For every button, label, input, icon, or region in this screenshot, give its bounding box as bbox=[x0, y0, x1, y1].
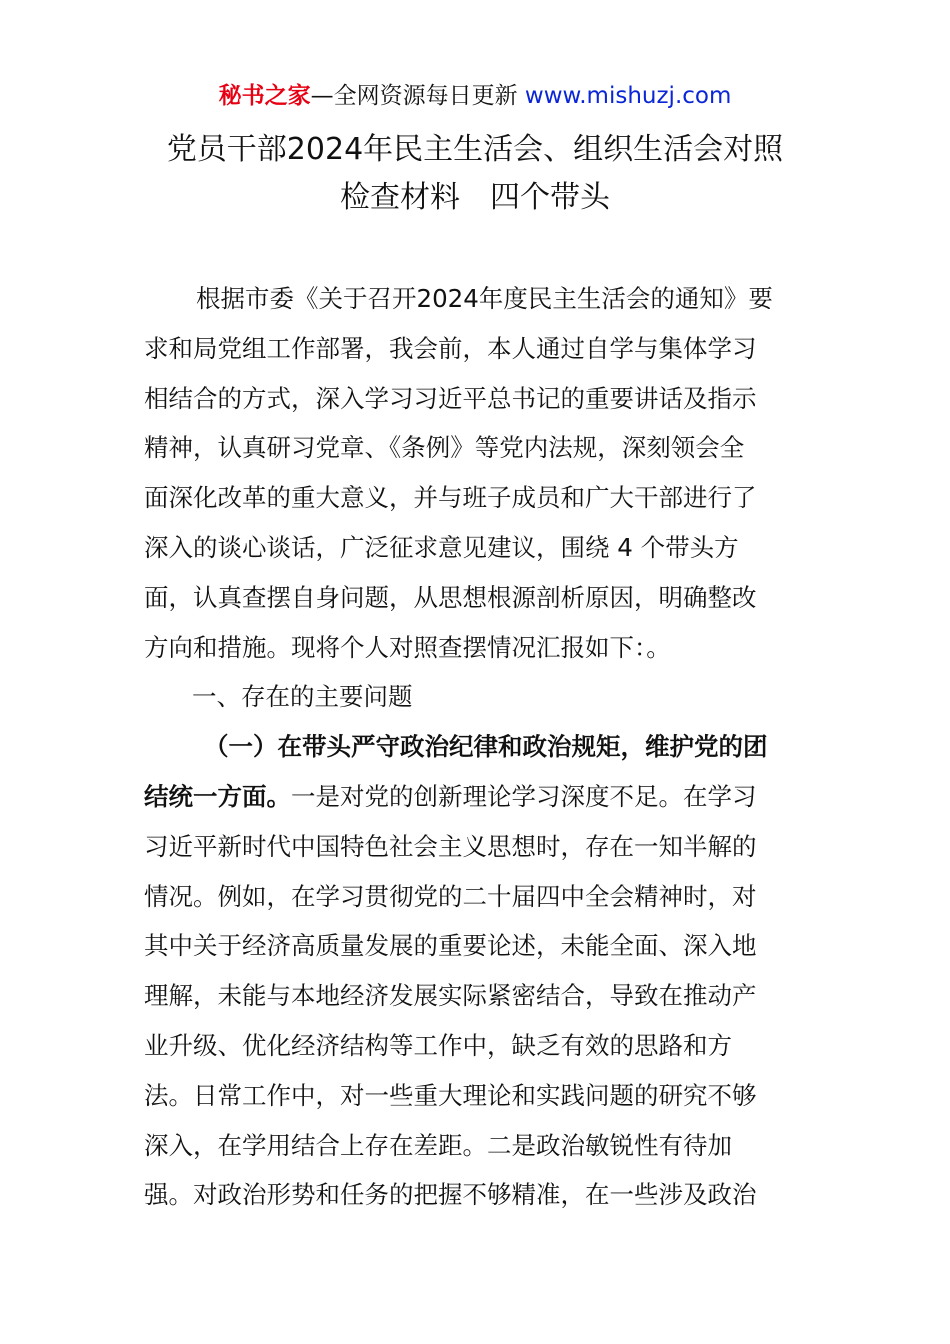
paragraph-line: 根据市委《关于召开2024年度民主生活会的通知》要 bbox=[196, 284, 773, 313]
title-line-2: 检查材料 四个带头 bbox=[340, 180, 610, 215]
paragraph-line: 求和局党组工作部署，我会前，本人通过自学与集体学习 bbox=[144, 333, 757, 363]
document-title bbox=[100, 126, 850, 222]
subsection-heading-line bbox=[144, 722, 810, 772]
subsection-heading-bold: （一）在带头严守政治纪律和政治规矩，维护党的团 bbox=[204, 732, 768, 762]
paragraph-line: 习近平新时代中国特色社会主义思想时，存在一知半解的 bbox=[144, 831, 757, 861]
paragraph-line: 深入，在学用结合上存在差距。二是政治敏锐性有待加 bbox=[144, 1130, 732, 1160]
paragraph-line: 面，认真查摆自身问题，从思想根源剖析原因，明确整改 bbox=[144, 582, 757, 612]
section-heading: 一、存在的主要问题 bbox=[192, 682, 413, 712]
document-body bbox=[144, 274, 810, 1220]
site-header bbox=[0, 78, 950, 114]
paragraph-line: 其中关于经济高质量发展的重要论述，未能全面、深入地 bbox=[144, 931, 757, 961]
paragraph-line-text: 一是对党的创新理论学习深度不足。在学习 bbox=[291, 781, 757, 811]
paragraph-line: 强。对政治形势和任务的把握不够精准，在一些涉及政治 bbox=[144, 1180, 757, 1210]
paragraph-line: 理解，未能与本地经济发展实际紧密结合，导致在推动产 bbox=[144, 981, 757, 1011]
site-url-link[interactable]: www.mishuzj.com bbox=[524, 83, 732, 109]
paragraph-line: 法。日常工作中，对一些重大理论和实践问题的研究不够 bbox=[144, 1080, 757, 1110]
title-line-1: 党员干部2024年民主生活会、组织生活会对照 bbox=[166, 132, 784, 167]
paragraph-line: 方向和措施。现将个人对照查摆情况汇报如下：。 bbox=[144, 632, 671, 662]
paragraph-line bbox=[144, 772, 810, 822]
paragraph-line: 面深化改革的重大意义，并与班子成员和广大干部进行了 bbox=[144, 483, 757, 513]
brand-name: 秘书之家 bbox=[218, 83, 311, 109]
header-tagline: —全网资源每日更新 bbox=[310, 83, 525, 109]
paragraph-line: 情况。例如，在学习贯彻党的二十届四中全会精神时，对 bbox=[144, 881, 757, 911]
paragraph-line: 业升级、优化经济结构等工作中，缺乏有效的思路和方 bbox=[144, 1030, 732, 1060]
paragraph-line: 精神，认真研习党章、《条例》等党内法规，深刻领会全 bbox=[144, 433, 745, 463]
paragraph-line: 深入的谈心谈话，广泛征求意见建议，围绕 4 个带头方 bbox=[144, 532, 739, 562]
paragraph-line: 相结合的方式，深入学习习近平总书记的重要讲话及指示 bbox=[144, 383, 757, 413]
subsection-heading-bold-end: 结统一方面。 bbox=[144, 781, 291, 811]
